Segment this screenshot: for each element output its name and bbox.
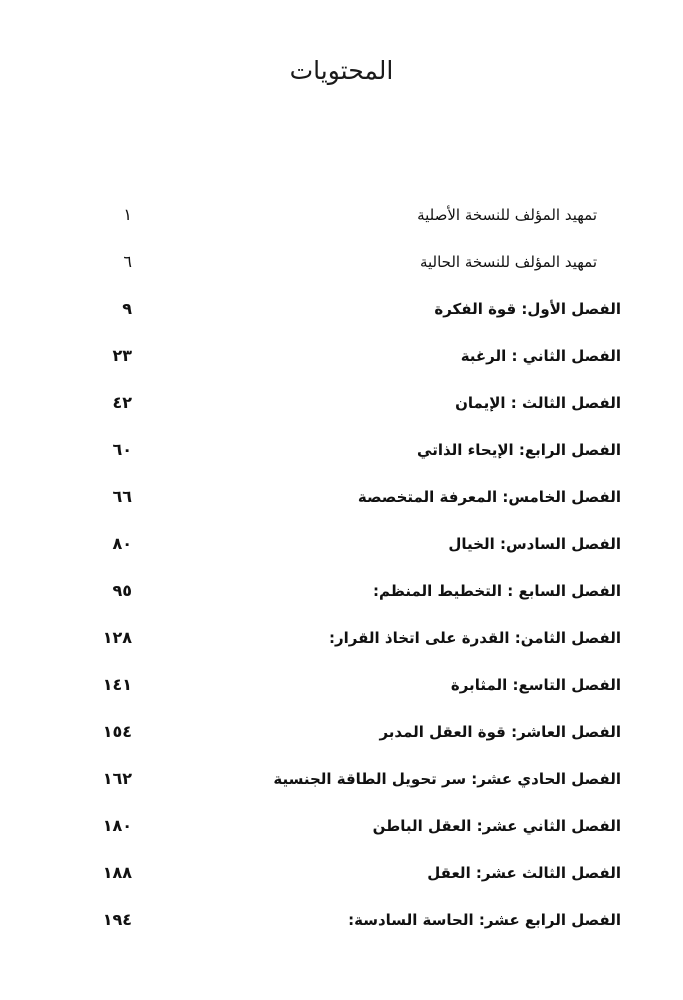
toc-entry-label: الفصل الخامس: المعرفة المتخصصة [357, 488, 621, 506]
toc-entry-label: الفصل الثاني عشر: العقل الباطن [372, 817, 621, 835]
toc-page-number: ٤٢ [112, 393, 132, 412]
toc-page-number: ٦٦ [112, 487, 132, 506]
toc-entry-label: الفصل السادس: الخيال [448, 535, 621, 553]
toc-entry-label: الفصل الثاني : الرغبة [460, 347, 621, 365]
toc-entry-label: الفصل العاشر: قوة العقل المدبر [379, 723, 621, 741]
toc-row [0, 577, 683, 605]
toc-page-number: ١٨٨ [102, 863, 132, 882]
toc-page-number: ١٨٠ [102, 816, 132, 835]
toc-row [0, 436, 683, 464]
toc-page-number: ١٥٤ [102, 722, 132, 741]
toc-row [0, 342, 683, 370]
toc-page-number: ١٤١ [102, 675, 132, 694]
toc-row [0, 389, 683, 417]
toc-entry-label: الفصل السابع : التخطيط المنظم: [372, 582, 621, 600]
toc-entry-label: تمهيد المؤلف للنسخة الحالية [419, 253, 597, 271]
toc-entry-label: الفصل الرابع عشر: الحاسة السادسة: [348, 911, 621, 929]
toc-row [0, 718, 683, 746]
toc-row [0, 671, 683, 699]
toc-row [0, 812, 683, 840]
toc-entry-label: الفصل الرابع: الإيحاء الذاتي [417, 441, 621, 459]
toc-row [0, 624, 683, 652]
toc-entry-label: الفصل الأول: قوة الفكرة [434, 300, 621, 318]
toc-row [0, 295, 683, 323]
toc-entry-label: الفصل الثامن: القدرة على اتخاذ القرار: [328, 629, 621, 647]
toc-page-number: ١٩٤ [102, 910, 132, 929]
toc-row [0, 765, 683, 793]
toc-page-number: ٨٠ [112, 534, 132, 553]
toc-entry-label: الفصل الحادي عشر: سر تحويل الطاقة الجنسية [273, 770, 621, 788]
toc-page-number: ٦ [123, 252, 132, 271]
toc-entry-label: الفصل الثالث عشر: العقل [427, 864, 621, 882]
toc-page-number: ١٢٨ [102, 628, 132, 647]
toc-page-number: ٦٠ [112, 440, 132, 459]
toc-page-number: ١٦٢ [102, 769, 132, 788]
toc-entry-label: الفصل الثالث : الإيمان [455, 394, 621, 412]
toc-row [0, 483, 683, 511]
page-title: المحتويات [289, 56, 394, 85]
toc-row [0, 201, 683, 229]
toc-page-number: ٩ [122, 299, 132, 318]
toc-page-number: ٢٣ [112, 346, 132, 365]
toc-row [0, 248, 683, 276]
toc-page-number: ٩٥ [112, 581, 132, 600]
toc-row [0, 530, 683, 558]
toc-row [0, 859, 683, 887]
toc-row [0, 906, 683, 934]
toc-entry-label: تمهيد المؤلف للنسخة الأصلية [417, 206, 597, 224]
toc-entry-label: الفصل التاسع: المثابرة [450, 676, 621, 694]
toc-page-number: ١ [123, 205, 132, 224]
